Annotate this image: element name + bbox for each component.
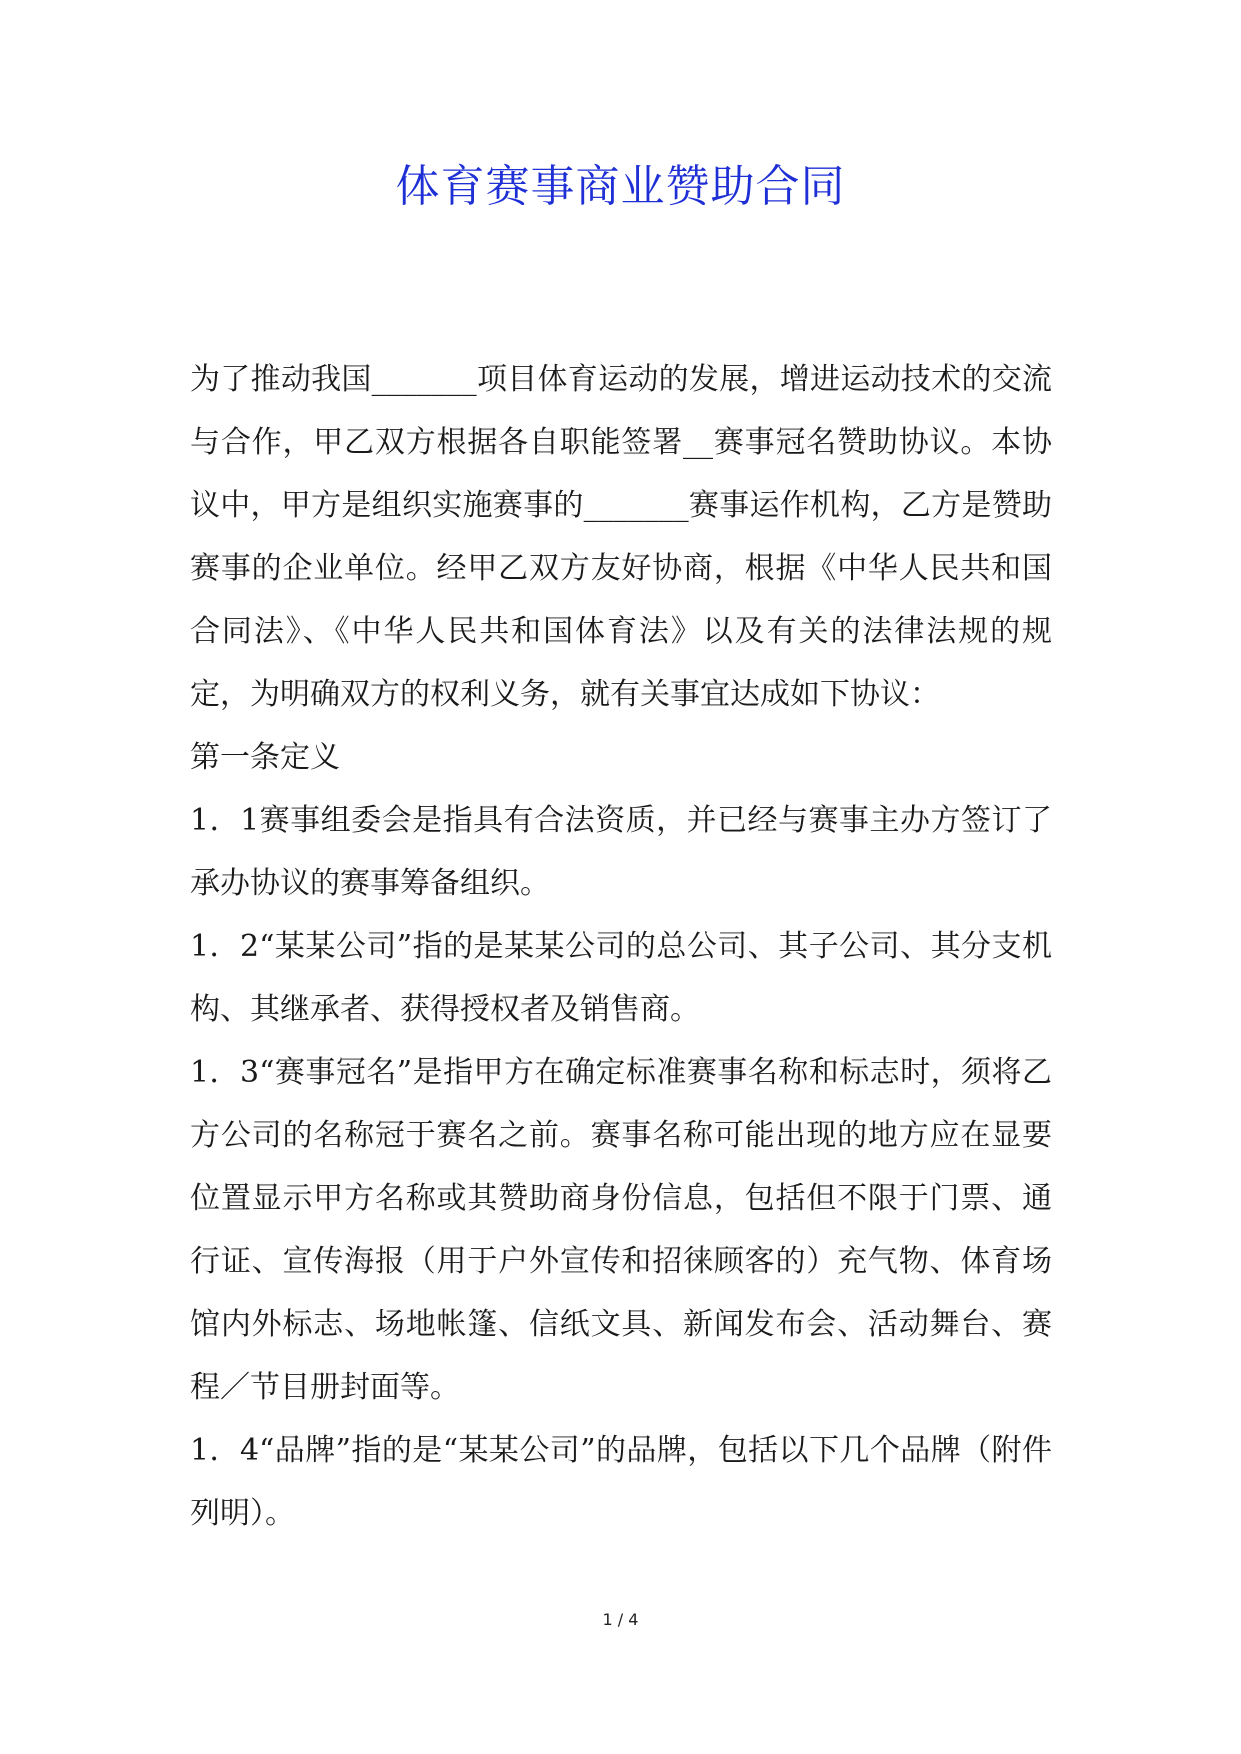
clause-1-4: 1．4“品牌”指的是“某某公司”的品牌，包括以下几个品牌（附件列明）。 bbox=[190, 1433, 1052, 1531]
document-title: 体育赛事商业赞助合同 bbox=[395, 161, 846, 212]
document-body bbox=[190, 348, 1052, 1545]
page-number: 1 / 4 bbox=[602, 1610, 639, 1629]
section-heading: 第一条定义 bbox=[190, 740, 340, 775]
clause-1-3: 1．3“赛事冠名”是指甲方在确定标准赛事名称和标志时，须将乙方公司的名称冠于赛名之前。赛事名称可能出现的地方应在显要位置显示甲方名称或其赞助商身份信息，包括但不限于门票、通行证、宣传海报（用于户外宣传和招徕顾客的）充气物、体育场馆内外标志、场地帐篷、信纸文具、新闻发布会、活动舞台、赛程／节目册封面等。 bbox=[190, 1055, 1052, 1405]
intro-paragraph: 为了推动我国_______项目体育运动的发展，增进运动技术的交流与合作，甲乙双方根据各自职能签署__赛事冠名赞助协议。本协议中，甲方是组织实施赛事的_______赛事运作机构，乙方是赞助赛事的企业单位。经甲乙双方友好协商，根据《中华人民共和国合同法》、《中华人民共和国体育法》以及有关的法律法规的规定，为明确双方的权利义务，就有关事宜达成如下协议： bbox=[190, 362, 1052, 712]
clause-1-2: 1．2“某某公司”指的是某某公司的总公司、其子公司、其分支机构、其继承者、获得授权者及销售商。 bbox=[190, 929, 1052, 1027]
clause-1-1: 1．1赛事组委会是指具有合法资质，并已经与赛事主办方签订了承办协议的赛事筹备组织。 bbox=[190, 803, 1052, 901]
